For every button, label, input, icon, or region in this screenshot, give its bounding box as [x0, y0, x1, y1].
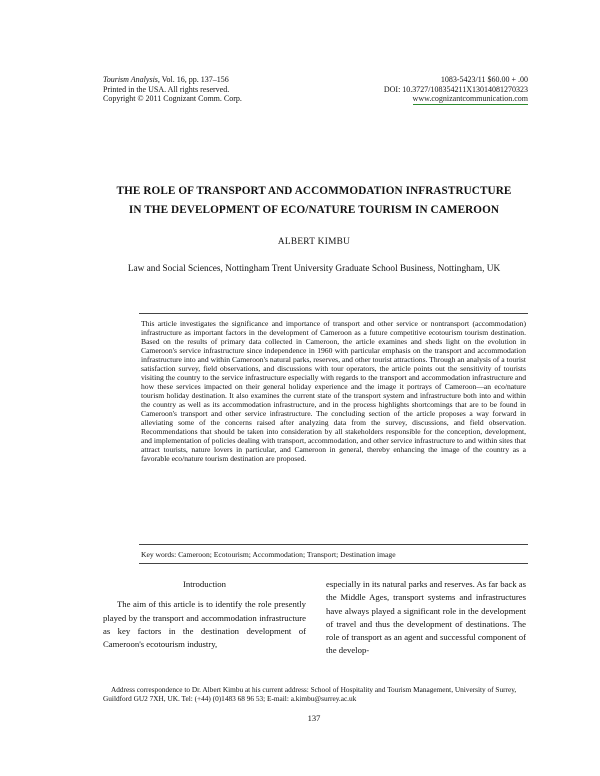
printed-notice: Printed in the USA. All rights reserved.	[103, 84, 230, 94]
body-paragraph-continued: especially in its natural parks and reserves. As far back as the Middle Ages, transport systems and infrastructures have always played a significant role in the development of travel and thus the development of destinations. The role of transport as an agent and successful component of the develop-	[326, 579, 526, 656]
keywords: Key words: Cameroon; Ecotourism; Accommodation; Transport; Destination image	[141, 550, 396, 559]
author-affiliation: Law and Social Sciences, Nottingham Trent University Graduate School Business, Nottingham, UK	[127, 264, 501, 274]
journal-volume-pages: , Vol. 16, pp. 137–156	[157, 75, 229, 84]
publisher-link[interactable]: www.cognizantcommunication.com	[412, 94, 528, 104]
keywords-rule	[139, 563, 528, 564]
section-heading: Introduction	[183, 579, 226, 589]
article-title	[100, 182, 528, 220]
body-paragraph: The aim of this article is to identify the role presently played by the transport and accommodation infrastructure as key factors in the destination development of Cameroon's ecotourism industry,	[103, 599, 306, 650]
abstract-top-rule	[139, 313, 528, 314]
body-right-column	[326, 578, 526, 658]
doi: DOI: 10.3727/108354211X13014081270323	[383, 84, 528, 94]
correspondence-footnote: Address correspondence to Dr. Albert Kimbu at his current address: School of Hospitality and Tourism Management, University of Surrey, Guildford GU2 7XH, UK. Tel: (+44) (0)1483 68 96 53; E-mail: a.kimbu@surrey.ac.uk	[103, 685, 517, 704]
article-identifiers	[298, 75, 528, 105]
title-line-1: THE ROLE OF TRANSPORT AND ACCOMMODATION INFRASTRUCTURE	[116, 185, 512, 197]
author-name: ALBERT KIMBU	[277, 237, 351, 247]
copyright-notice: Copyright © 2011 Cognizant Comm. Corp.	[103, 94, 242, 104]
issn-price: 1083-5423/11 $60.00 + .00	[440, 75, 528, 84]
page-number: 137	[307, 713, 321, 723]
body-left-column	[103, 578, 306, 651]
abstract: This article investigates the significance and importance of transport and other service or nontransport (accommodation) infrastructure as important factors in the development of Cameroon as a future competitive ecotourism tourism destination. Based on the results of primary data collected in Cameroon, the article examines and sheds light on the evolution in Cameroon's service infrastructure since independence in 1960 with particular emphasis on the transport and accommodation infrastructure into and within Cameroon's natural parks, reserves, and other tourist attractions. Through an analysis of a tourist satisfaction survey, field observations, and discussions with tour operators, the article points out the sensitivity of tourists visiting the country to the service infrastructure especially with regards to the transport and accommodation infrastructure and how these services impacted on their general holiday experience and the image it portrays of Cameroon—an eco/nature tourism holiday destination. It also examines the current state of the transport system and infrastructure both into and within the country as well as its accommodation infrastructure, and in the process highlights shortcomings that are to be found in Cameroon's transport and other service infrastructure. The concluding section of the article proposes a way forward in alleviating some of the concerns raised after analyzing data from the survey, discussions, and field observation. Recommendations that should be taken into consideration by all stakeholders responsible for the conception, development, and implementation of policies dealing with transport, accommodation, and other service infrastructure to and within sites that attract tourists, nature lovers in particular, and Cameroon in general, thereby enhancing the image of the country as a favorable eco/nature tourism destination are proposed.	[141, 319, 526, 464]
journal-name: Tourism Analysis	[103, 75, 158, 84]
title-line-2: IN THE DEVELOPMENT OF ECO/NATURE TOURISM IN CAMEROON	[128, 204, 500, 216]
abstract-bottom-rule	[139, 544, 528, 545]
